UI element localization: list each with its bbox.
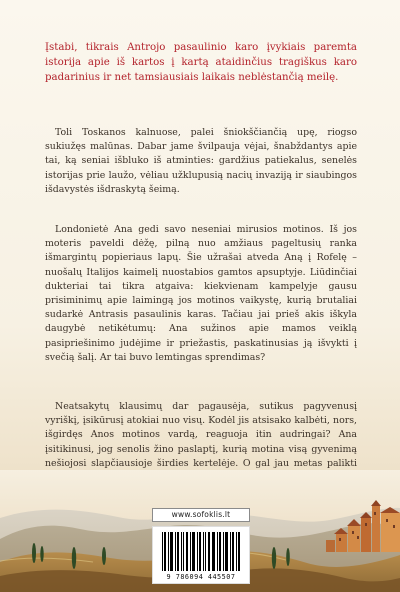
description-paragraph-1: Toli Toskanos kalnuose, palei šniokščiančią upę, riogso sukiužęs malūnas. Dabar jame švilpauja vėjai, šnabždantys apie tai, ką seniai išbluko iš atminties: gardžius patiekalus, senelės istorijas prie laužo, vėliau užklupusią nacių invaziją ir siaubingos išdavystės išdraskytą šeimą.	[45, 127, 357, 195]
publisher-website[interactable]: www.sofoklis.lt	[152, 508, 250, 522]
description-paragraph-2: Londonietė Ana gedi savo neseniai mirusios motinos. Iš jos moteris paveldi dėžę, pilną nuo amžiaus pageltusių ranka išmargintų popieriaus lapų. Šie užrašai atveda Aną į Rofelę – nuošalų Italijos kaimelį nuostabios gamtos apsuptyje. Liūdinčiai dukteriai tai tikra atgaiva: kiekvienam kampelyje gausu prisiminimų apie laimingą jos motinos vaikystę, kurią brutaliai sudarkė Antrasis pasaulinis karas. Tačiau jai prieš akis iškyla daugybė netikėtumų: Ana sužinos apie mamos veiklą pasipriešinimo judėjime ir priežastis, paskatinusias ją išvykti į svečią šalį. Ar tai buvo lemtingas sprendimas?	[45, 224, 357, 363]
description-paragraph-3: Neatsakytų klausimų dar pagausėja, sutikus pagyvenusį vyriškį, įsikūrusį atokiai nuo visų. Kodėl jis atsisako kalbėti, nors, išgirdęs Anos motinos vardą, reaguoja itin audringai? Ana įsitikinusi, jog senolis žino paslaptį, kurią motina visą gyvenimą nešiojosi slapčiausioje širdies kertelėje. O gal jau metas palikti	[45, 401, 357, 469]
barcode-number: 9 786094 445507	[166, 573, 236, 581]
cover-intro-text: Įstabi, tikrais Antrojo pasaulinio karo įvykiais paremta istorija apie iš kartos į kartą ataidinčius tragiškus karo padarinius ir net tamsiausiais laikais neblėstančią meilę.	[45, 42, 357, 83]
isbn-barcode	[152, 526, 250, 584]
barcode-bars-icon	[161, 532, 241, 571]
